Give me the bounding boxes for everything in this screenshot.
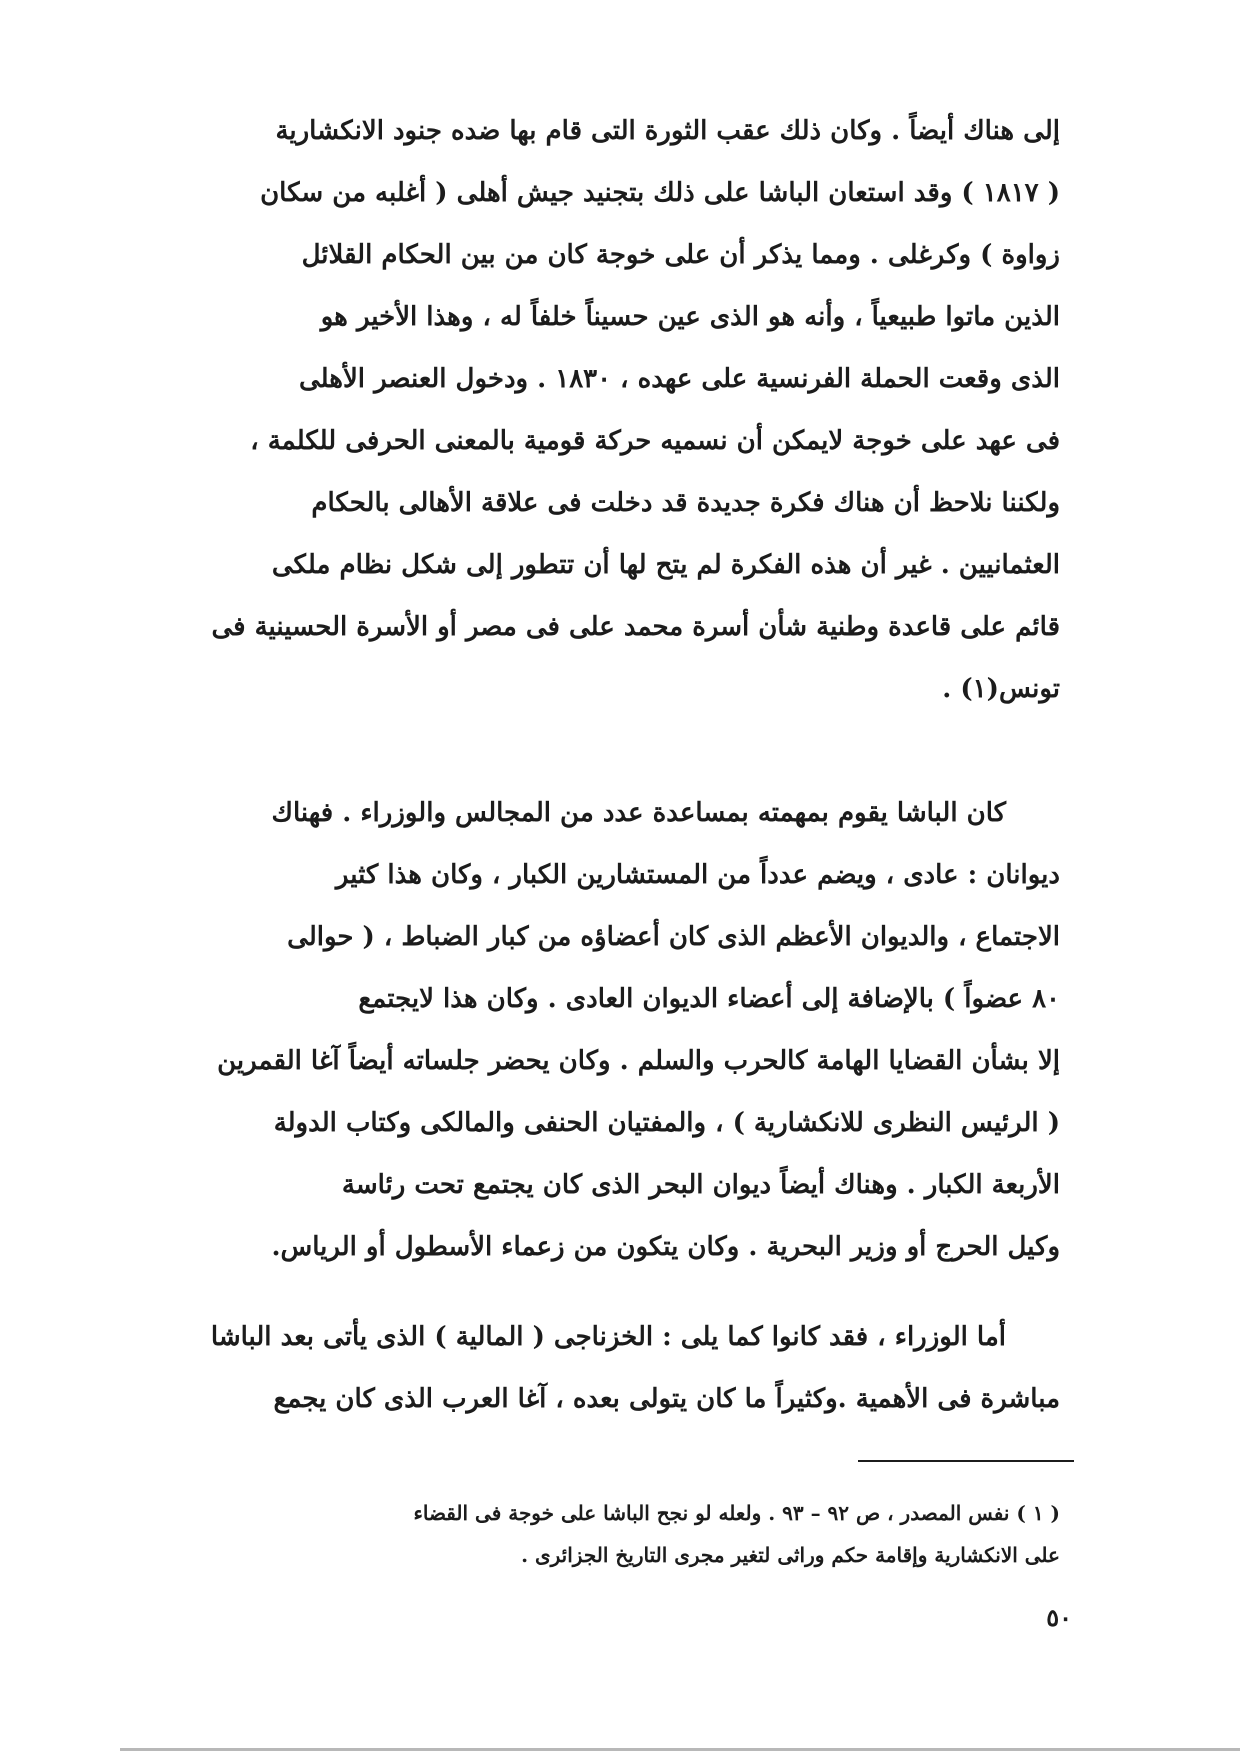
text-line: إلا بشأن القضايا الهامة كالحرب والسلم . وكان يحضر جلساته أيضاً آغا القمرين	[217, 1046, 1060, 1076]
footnote-line: على الانكشارية وإقامة حكم وراثى لتغير مجرى التاريخ الجزائرى .	[521, 1543, 1060, 1567]
text-line: ( الرئيس النظرى للانكشارية ) ، والمفتيان الحنفى والمالكى وكتاب الدولة	[273, 1108, 1060, 1138]
paragraph-2	[170, 782, 1060, 1278]
text-line: إلى هناك أيضاً . وكان ذلك عقب الثورة التى قام بها ضده جنود الانكشارية	[275, 116, 1060, 146]
text-line: العثمانيين . غير أن هذه الفكرة لم يتح لها أن تتطور إلى شكل نظام ملكى	[271, 550, 1060, 580]
page-bottom-edge	[120, 1748, 1240, 1751]
text-line: مباشرة فى الأهمية .وكثيراً ما كان يتولى بعده ، آغا العرب الذى كان يجمع	[273, 1384, 1060, 1414]
footnote-divider	[858, 1460, 1074, 1462]
text-line: تونس(١) .	[942, 674, 1060, 704]
paragraph-1	[170, 100, 1060, 720]
paragraph-3	[170, 1306, 1060, 1430]
text-line: الذى وقعت الحملة الفرنسية على عهده ، ١٨٣٠ . ودخول العنصر الأهلى	[298, 364, 1060, 394]
footnote-line: ( ١ ) نفس المصدر ، ص ٩٢ – ٩٣ . ولعله لو نجح الباشا على خوجة فى القضاء	[413, 1501, 1060, 1525]
text-line: ديوانان : عادى ، ويضم عدداً من المستشارين الكبار ، وكان هذا كثير	[335, 860, 1060, 890]
text-line: الاجتماع ، والديوان الأعظم الذى كان أعضاؤه من كبار الضباط ، ( حوالى	[287, 922, 1060, 952]
text-line: أما الوزراء ، فقد كانوا كما يلى : الخزناجى ( المالية ) الذى يأتى بعد الباشا	[210, 1322, 1006, 1352]
text-line: الأربعة الكبار . وهناك أيضاً ديوان البحر الذى كان يجتمع تحت رئاسة	[341, 1170, 1060, 1200]
text-line: الذين ماتوا طبيعياً ، وأنه هو الذى عين حسيناً خلفاً له ، وهذا الأخير هو	[320, 302, 1060, 332]
text-line: فى عهد على خوجة لايمكن أن نسميه حركة قومية بالمعنى الحرفى للكلمة ،	[250, 426, 1060, 456]
text-line: ( ١٨١٧ ) وقد استعان الباشا على ذلك بتجنيد جيش أهلى ( أغلبه من سكان	[260, 178, 1060, 208]
text-line: ولكننا نلاحظ أن هناك فكرة جديدة قد دخلت فى علاقة الأهالى بالحكام	[311, 488, 1060, 518]
text-line: وكيل الحرج أو وزير البحرية . وكان يتكون من زعماء الأسطول أو الرياس.	[271, 1232, 1060, 1262]
text-line: كان الباشا يقوم بمهمته بمساعدة عدد من المجالس والوزراء . فهناك	[271, 798, 1006, 828]
text-line: ٨٠ عضواً ) بالإضافة إلى أعضاء الديوان العادى . وكان هذا لايجتمع	[358, 984, 1060, 1014]
footnote	[170, 1492, 1060, 1576]
text-line: زواوة ) وكرغلى . ومما يذكر أن على خوجة كان من بين الحكام القلائل	[301, 240, 1060, 270]
text-line: قائم على قاعدة وطنية شأن أسرة محمد على فى مصر أو الأسرة الحسينية فى	[211, 612, 1060, 642]
page-number: ٥٠	[1046, 1603, 1072, 1632]
